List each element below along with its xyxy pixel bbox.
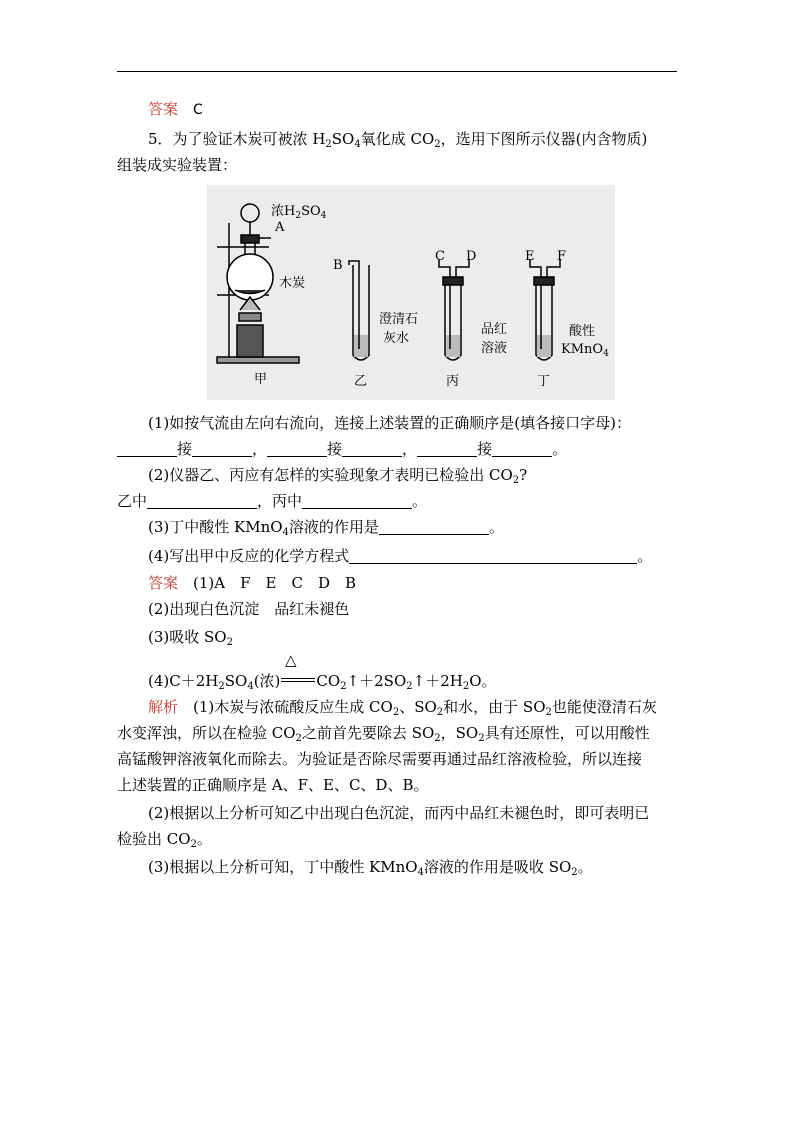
answer-blank[interactable] (192, 442, 252, 457)
period-text: 。 (412, 492, 428, 510)
question-5-line-2: 组装成实验装置： (117, 156, 238, 174)
period-text: 。 (552, 440, 568, 458)
subscript: 4 (247, 681, 254, 692)
comma-text: ， (402, 440, 418, 458)
port-b: B (333, 258, 343, 273)
answer-line-q4 (148, 99, 203, 120)
answer-line-3 (148, 627, 233, 647)
answer-blank[interactable] (349, 549, 637, 564)
comma-text: ， (252, 440, 268, 458)
analysis-text: 之前首先要除去 SO (301, 724, 435, 742)
bing-content-1: 品红 (481, 322, 508, 337)
analysis-line-5: (2)根据以上分析可知乙中出现白色沉淀，而丙中品红未褪色时，即可表明已 (148, 804, 650, 822)
analysis-text: 溶液的作用是吸收 SO (423, 858, 572, 876)
q-text: (2)仪器乙、丙应有怎样的实验现象才表明已检验出 CO (148, 466, 513, 484)
subscript: 2 (392, 707, 400, 718)
subquestion-1: (1)如按气流由左向右流向，连接上述装置的正确顺序是(填各接口字母)： (148, 414, 631, 432)
subquestion-1-blanks (117, 439, 567, 459)
period-text: 。 (637, 547, 653, 565)
analysis-line-3: 高锰酸钾溶液氧化而除去。为验证是否除尽需要再通过品红溶液检验，所以连接 (117, 750, 643, 768)
name-jia: 甲 (254, 372, 268, 387)
analysis-line-2 (117, 723, 650, 743)
yi-content-1: 澄清石 (379, 312, 419, 327)
answer-text: (3)吸收 SO (148, 628, 227, 646)
analysis-text: 也能使澄清石灰 (551, 698, 657, 716)
analysis-line-6 (117, 829, 212, 849)
analysis-text: ，SO (440, 724, 479, 742)
subscript: 2 (512, 475, 520, 486)
answer-blank[interactable] (417, 442, 477, 457)
port-a: A (275, 220, 285, 235)
ding-content-2 (561, 342, 609, 359)
subscript: 4 (417, 867, 424, 878)
answer-label: 答案 (148, 574, 179, 592)
eq-text: CO (316, 672, 341, 690)
answer-blank[interactable] (302, 494, 412, 509)
analysis-text: 和水，由于 SO (443, 698, 546, 716)
answer-blank[interactable] (492, 442, 552, 457)
apparatus-yi (349, 261, 369, 360)
eq-text: (4)C＋2H (148, 672, 219, 690)
apparatus-figure (207, 185, 615, 400)
subquestion-4 (148, 546, 652, 566)
label-yi: 乙中 (117, 492, 148, 510)
eq-text: (浓) (253, 672, 281, 690)
analysis-text: 检验出 CO (117, 830, 191, 848)
subscript: 2 (545, 707, 552, 718)
subscript: 4 (282, 527, 289, 538)
q-text: 溶液的作用是 (288, 518, 379, 536)
answer-blank[interactable] (117, 442, 177, 457)
subscript: 2 (295, 211, 302, 221)
period-text: 。 (488, 518, 504, 536)
subscript: 2 (406, 681, 413, 692)
eq-text: O。 (469, 672, 497, 690)
port-c: C (435, 249, 445, 264)
subquestion-2 (148, 465, 527, 485)
q-text: (3)丁中酸性 KMnO (148, 518, 283, 536)
subquestion-2-blanks (117, 491, 427, 511)
eq-text: SO (224, 672, 248, 690)
port-d: D (466, 249, 477, 264)
answer-line-4 (148, 671, 497, 691)
subscript: 2 (218, 681, 225, 692)
subscript: 2 (478, 733, 485, 744)
name-ding: 丁 (537, 374, 551, 389)
ding-content-1: 酸性 (569, 324, 596, 339)
analysis-text: 具有还原性，可以用酸性 (484, 724, 650, 742)
answer-label: 答案 (148, 100, 179, 118)
q5-text: 5．为了验证木炭可被浓 H (148, 130, 326, 148)
analysis-text: 、SO (399, 698, 437, 716)
subscript: 4 (603, 349, 609, 359)
label-bing: ，丙中 (257, 492, 303, 510)
answer-blank[interactable] (147, 494, 257, 509)
subscript: 2 (436, 707, 444, 718)
subscript: 4 (320, 211, 327, 221)
label-text: SO (301, 204, 321, 219)
subscript: 2 (340, 681, 347, 692)
bing-content-2: 溶液 (481, 341, 508, 356)
analysis-line-7 (148, 857, 593, 877)
name-yi: 乙 (354, 374, 368, 389)
question-5-line-1 (148, 129, 647, 149)
analysis-text: (1)木炭与浓硫酸反应生成 CO (193, 698, 393, 716)
heat-symbol: △ (285, 651, 297, 669)
port-e: E (525, 249, 535, 264)
subscript: 2 (190, 839, 197, 850)
answer-blank[interactable] (379, 520, 489, 535)
analysis-text: 。 (196, 830, 212, 848)
apparatus-ding (530, 259, 560, 360)
header-rule (117, 71, 677, 72)
connector-text: 接 (327, 440, 343, 458)
q5-text: 氧化成 CO (360, 130, 435, 148)
subscript: 2 (462, 681, 470, 692)
analysis-text: 水变浑浊，所以在检验 CO (117, 724, 296, 742)
analysis-text: 。 (577, 858, 593, 876)
answer-blank[interactable] (267, 442, 327, 457)
answer-line-1 (148, 573, 356, 593)
q-text: (4)写出甲中反应的化学方程式 (148, 547, 350, 565)
answer-value: C (193, 102, 203, 118)
name-bing: 丙 (446, 374, 460, 389)
subscript: 2 (571, 867, 578, 878)
label-text: KMnO (561, 342, 604, 357)
analysis-line-4: 上述装置的正确顺序是 A、F、E、C、D、B。 (117, 776, 429, 794)
answer-line-2: (2)出现白色沉淀 品红未褪色 (148, 600, 350, 618)
port-f: F (557, 249, 567, 264)
subquestion-3 (148, 517, 504, 537)
q5-text: SO (331, 130, 355, 148)
subscript: 2 (325, 139, 332, 150)
subscript: 2 (434, 733, 441, 744)
eq-text: ↑＋2SO (346, 672, 407, 690)
yi-content-2: 灰水 (383, 331, 410, 346)
subscript: 2 (295, 733, 302, 744)
q-text: ? (519, 466, 528, 484)
connector-text: 接 (477, 440, 493, 458)
reaction-arrow (281, 678, 315, 682)
subscript: 2 (434, 139, 441, 150)
q5-text: ，选用下图所示仪器(内含物质) (440, 130, 648, 148)
analysis-label: 解析 (148, 698, 179, 716)
label-charcoal: 木炭 (279, 276, 306, 291)
eq-text: ↑＋2H (412, 672, 463, 690)
subscript: 2 (226, 637, 233, 648)
connector-text: 接 (177, 440, 193, 458)
subscript: 4 (354, 139, 361, 150)
label-text: 浓H (271, 204, 296, 219)
answer-text: (1)A F E C D B (193, 574, 356, 592)
analysis-text: (3)根据以上分析可知，丁中酸性 KMnO (148, 858, 418, 876)
analysis-line-1 (148, 697, 657, 717)
label-h2so4 (271, 204, 327, 221)
answer-blank[interactable] (342, 442, 402, 457)
apparatus-bing (439, 259, 469, 360)
